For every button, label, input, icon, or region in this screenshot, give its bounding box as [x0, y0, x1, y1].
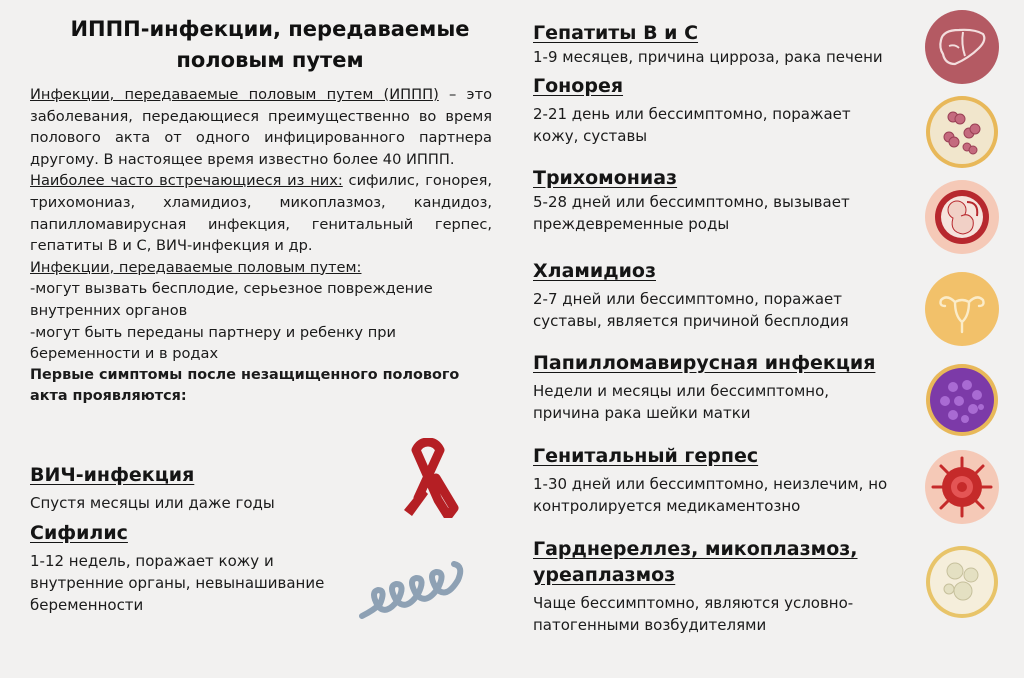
fetus-icon: [925, 180, 999, 254]
uterus-icon: [925, 272, 999, 346]
common-infections-text: сифилис, гонорея, трихомониаз, хламидиоз, микоплазмоз, кандидоз, папилломавирусная инфекция, генитальный герпес, гепатиты В и С, ВИЧ-инфекция и др.: [30, 172, 492, 255]
spiky-virus-icon: [925, 450, 999, 524]
item-title: Гонорея: [533, 75, 624, 97]
item-chlamydia: [533, 258, 898, 332]
item-hiv: [30, 462, 390, 514]
consequences-lead: Инфекции, передаваемые половым путем:: [30, 258, 362, 276]
item-description: 2-7 дней или бессимптомно, поражает суставы, является причиной бесплодия: [533, 290, 849, 330]
item-trichomoniasis: [533, 165, 863, 235]
common-infections-lead: Наиболее часто встречающиеся из них:: [30, 172, 343, 190]
item-hepatitis: [533, 20, 923, 68]
intro-definition-text: – это заболевания, передающиеся преимущественно во время полового акта от одного инфицированного партнера другому. В настоящее время известно более 40 ИППП.: [30, 86, 492, 168]
intro-paragraph-3: [30, 257, 492, 279]
item-hpv: [533, 350, 893, 424]
virus-icon: [925, 363, 999, 437]
item-title: Сифилис: [30, 522, 128, 544]
consequence-line-1: -могут вызвать бесплодие, серьезное повреждение внутренних органов: [30, 280, 433, 319]
item-title: Папилломавирусная инфекция: [533, 352, 876, 374]
item-description: 1-30 дней или бессимптомно, неизлечим, но контролируется медикаментозно: [533, 475, 888, 515]
liver-icon: [925, 10, 999, 84]
intro-text: [30, 84, 492, 408]
item-syphilis: [30, 520, 330, 616]
item-title: Хламидиоз: [533, 260, 656, 282]
item-description: Недели и месяцы или бессимптомно, причина рака шейки матки: [533, 382, 830, 422]
diplococci-icon: [925, 95, 999, 169]
item-gardnerellosis: [533, 536, 893, 636]
cells-icon: [925, 545, 999, 619]
spirochete-icon: [356, 550, 474, 622]
item-title: Генитальный герпес: [533, 445, 759, 467]
item-title: Гарднереллез, микоплазмоз, уреаплазмоз: [533, 538, 858, 586]
item-description: 1-9 месяцев, причина цирроза, рака печени: [533, 48, 883, 66]
consequence-line-2: -могут быть переданы партнеру и ребенку при беременности и в родах: [30, 323, 396, 363]
item-description: 5-28 дней или бессимптомно, вызывает преждевременные роды: [533, 193, 850, 233]
item-description: Спустя месяцы или даже годы: [30, 494, 275, 512]
item-herpes: [533, 443, 913, 517]
item-title: Трихомониаз: [533, 167, 678, 189]
item-description: 1-12 недель, поражает кожу и внутренние органы, невынашивание беременности: [30, 552, 325, 614]
intro-paragraph-2: [30, 170, 492, 256]
item-title: Гепатиты В и С: [533, 22, 699, 44]
item-gonorrhea: [533, 73, 863, 147]
symptoms-heading: Первые симптомы после незащищенного полового акта проявляются:: [30, 366, 460, 405]
page-title: ИППП-инфекции, передаваемые половым путем: [70, 17, 470, 72]
intro-paragraph-1: [30, 84, 492, 170]
item-description: 2-21 день или бессимптомно, поражает кожу, суставы: [533, 105, 851, 145]
item-title: ВИЧ-инфекция: [30, 464, 195, 486]
item-description: Чаще бессимптомно, являются условно-патогенными возбудителями: [533, 594, 854, 634]
red-ribbon-icon: [396, 438, 460, 518]
intro-definition-lead: Инфекции, передаваемые половым путем (ИППП): [30, 86, 439, 103]
